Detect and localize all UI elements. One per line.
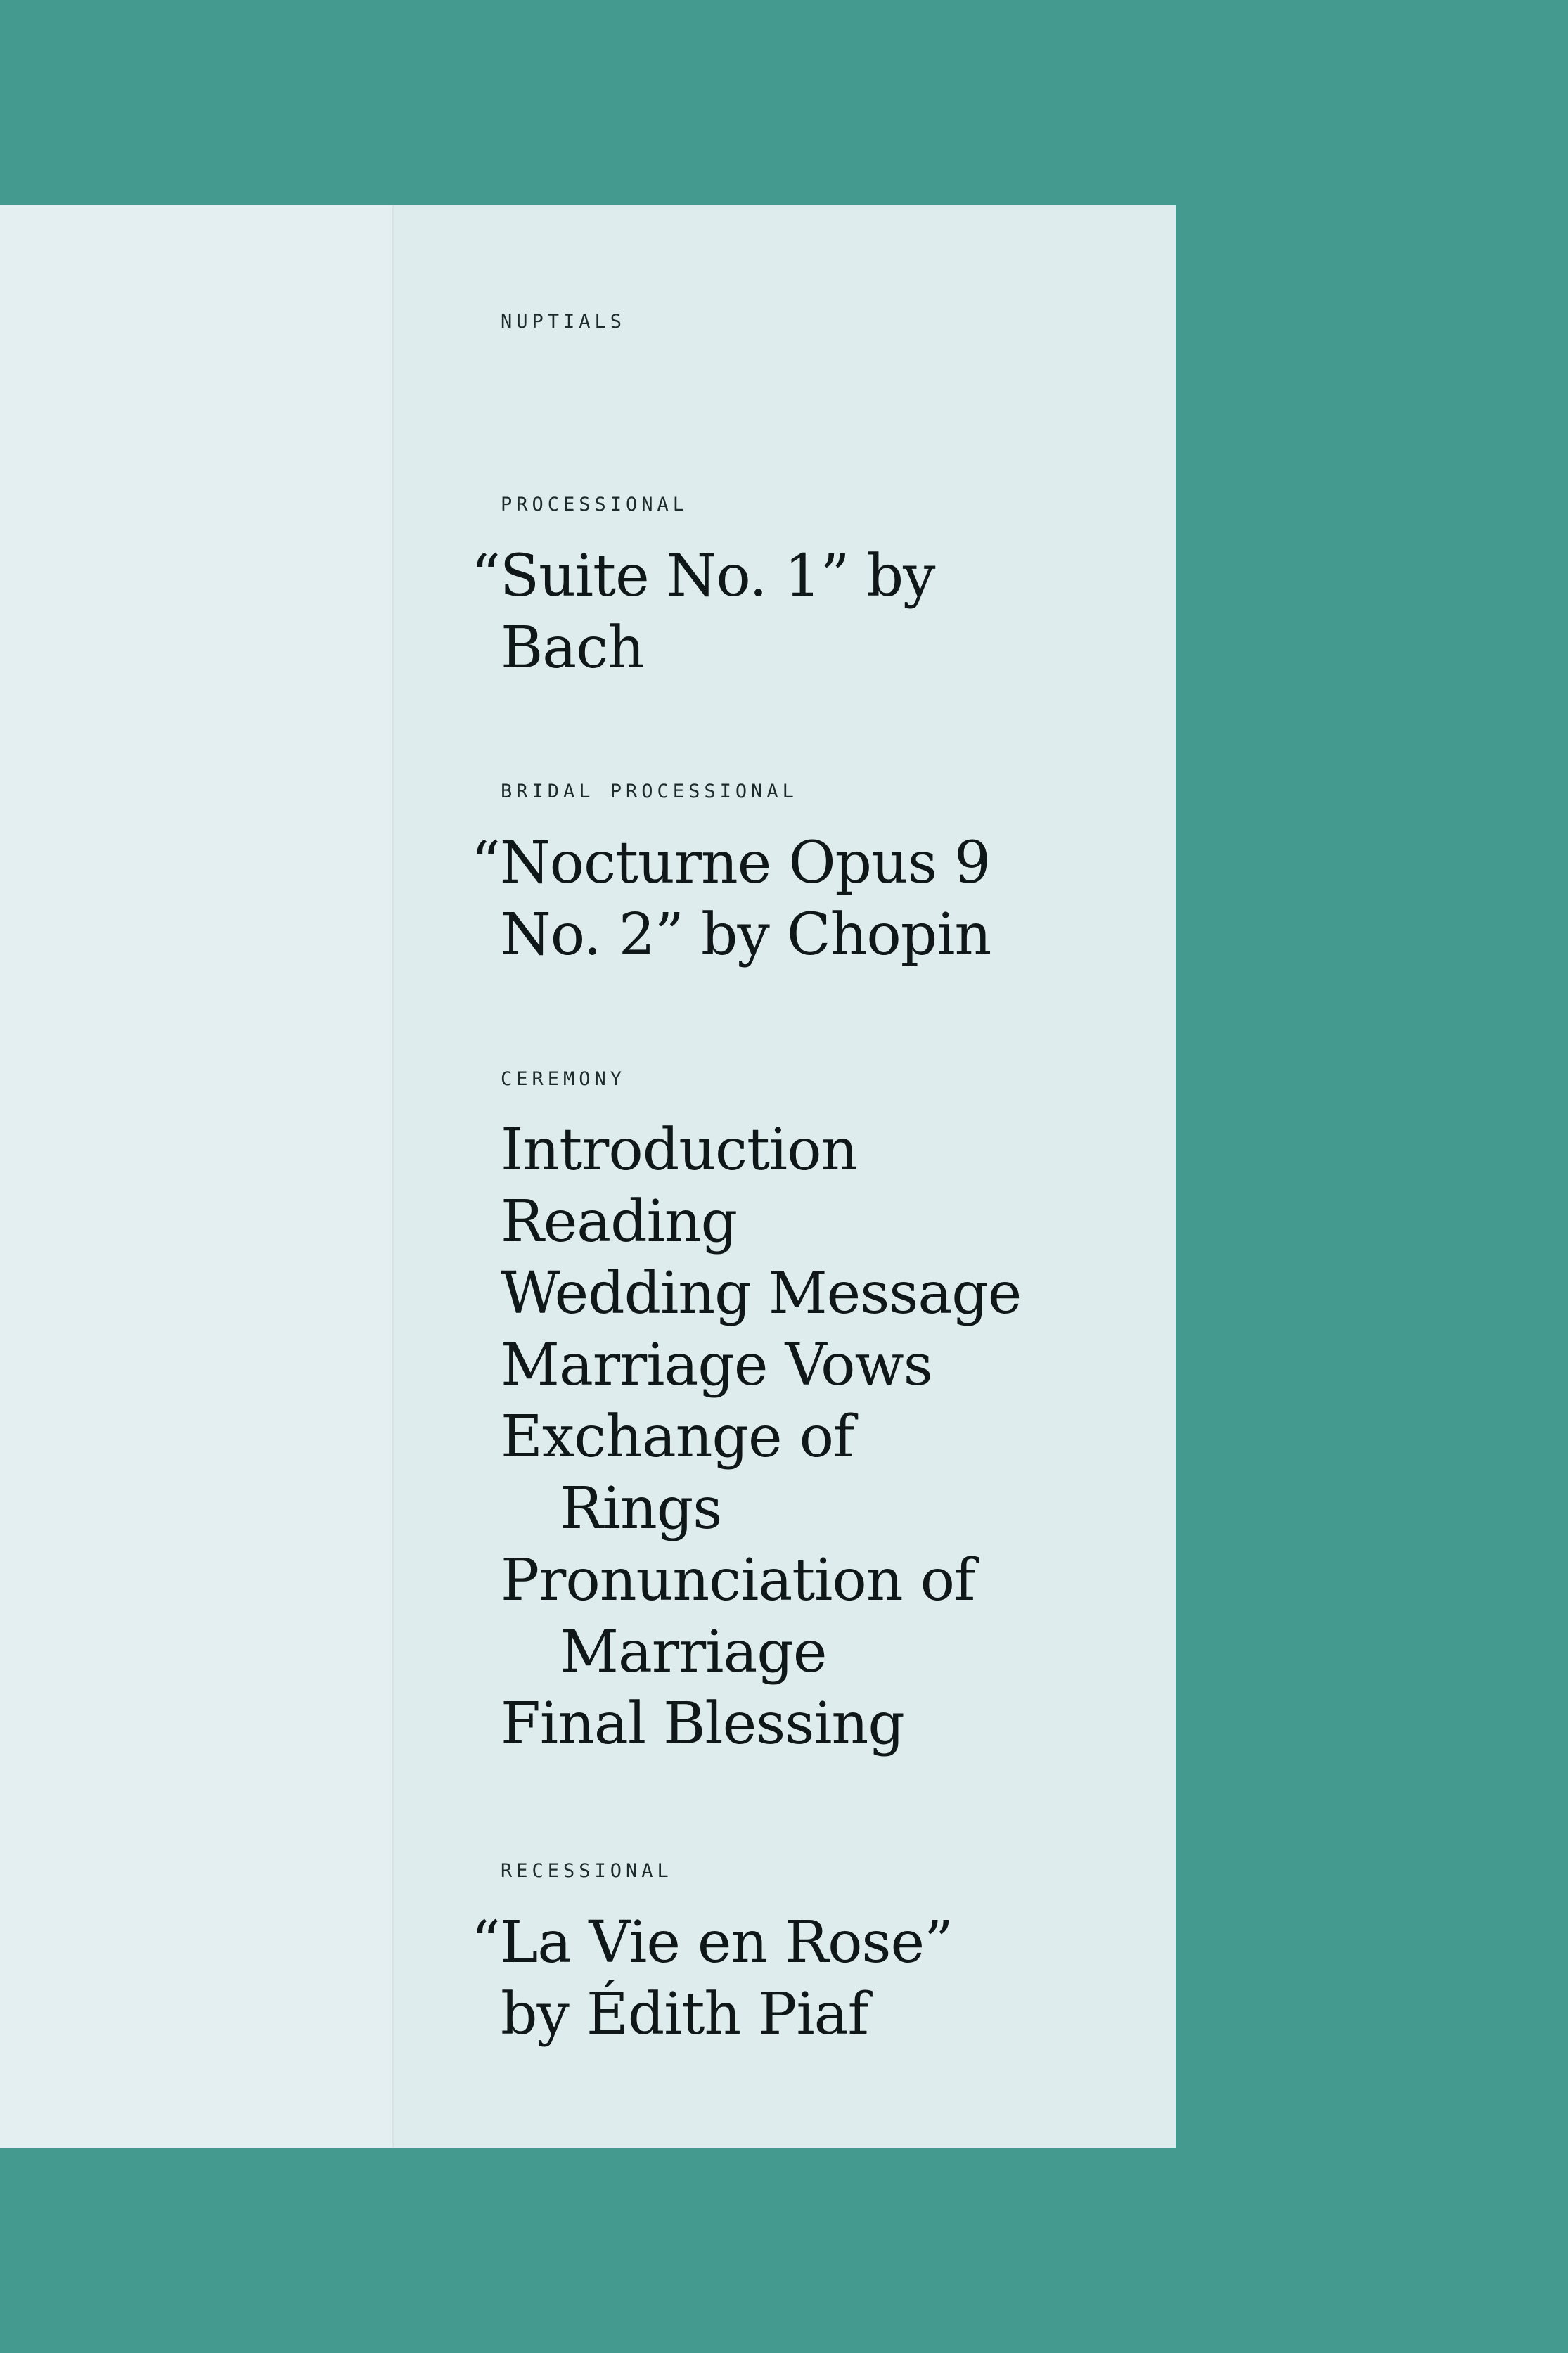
ceremony-item: Introduction — [501, 1117, 858, 1184]
recessional-piece — [471, 1907, 953, 2051]
bridal-processional-line: “Nocturne Opus 9 — [471, 830, 991, 897]
bridal-processional-piece — [471, 828, 991, 971]
ceremony-item: Exchange of — [501, 1404, 854, 1470]
ceremony-item: Reading — [501, 1188, 738, 1255]
ceremony-item: Wedding Message — [501, 1260, 1022, 1327]
ceremony-label: CEREMONY — [501, 1068, 626, 1090]
program-card — [0, 205, 1176, 2148]
bridal-processional-label: BRIDAL PROCESSIONAL — [501, 781, 798, 802]
processional-piece — [471, 541, 935, 684]
ceremony-order-list — [501, 1115, 1021, 1760]
bridal-processional-line: No. 2” by Chopin — [501, 902, 991, 968]
ceremony-item-continued: Rings — [560, 1475, 722, 1542]
processional-line: Bach — [501, 615, 644, 681]
recessional-line: “La Vie en Rose” — [471, 1909, 953, 1976]
processional-label: PROCESSIONAL — [501, 494, 689, 515]
ceremony-item: Marriage Vows — [501, 1332, 932, 1399]
ceremony-item: Pronunciation of — [501, 1547, 975, 1614]
processional-line: “Suite No. 1” by — [471, 543, 935, 610]
program-content — [0, 205, 1176, 2148]
ceremony-item-continued: Marriage — [560, 1619, 827, 1686]
ceremony-item: Final Blessing — [501, 1691, 904, 1757]
recessional-line: by Édith Piaf — [501, 1981, 868, 2048]
card-title: NUPTIALS — [501, 311, 626, 333]
recessional-label: RECESSIONAL — [501, 1860, 673, 1882]
